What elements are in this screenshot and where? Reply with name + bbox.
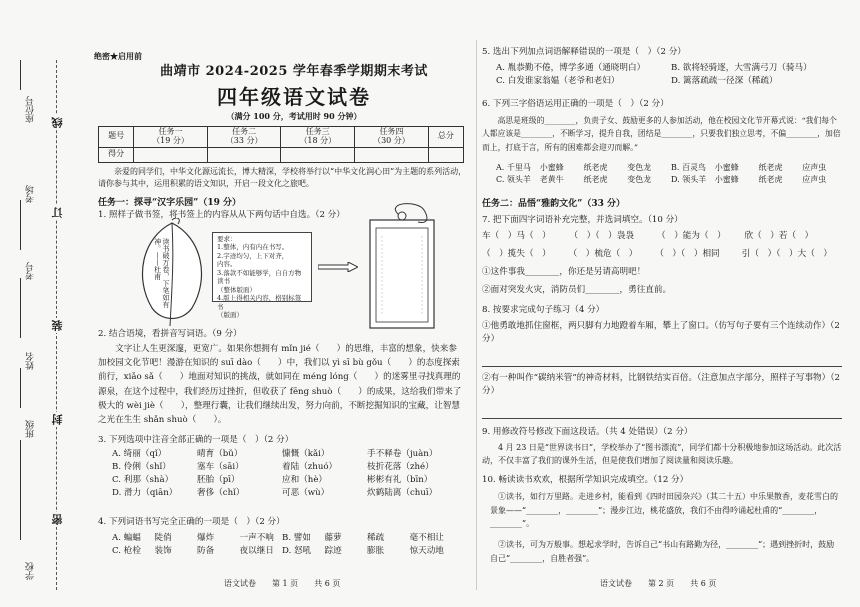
option-cell: 小蜜蜂 — [539, 163, 564, 172]
word-cell: （ ）能为（ ） — [657, 231, 726, 241]
score-table-header: 任务二 （33 分） — [207, 127, 281, 148]
option-cell: C. 枪栓 — [112, 545, 141, 556]
question-7-words — [482, 230, 832, 261]
score-cell[interactable] — [207, 147, 281, 162]
option-cell: 变色龙 — [627, 175, 652, 184]
option-cell: B. 欲将轻骑逐，大雪满弓刀（骑马） — [671, 63, 812, 73]
option-cell: C. 领头羊 — [496, 175, 531, 184]
score-cell[interactable] — [281, 147, 355, 162]
score-cell[interactable] — [134, 147, 208, 162]
option-cell: 小蜜蜂 — [714, 163, 739, 172]
option-cell: 彬彬有礼（bīn） — [367, 474, 433, 485]
question-10-item-2: ②读书，可为万般事。想起求学时，告诉自己“书山有路勤为径，________”；遇到挫折时，鼓励自己“________，自胜者强”。 — [490, 540, 835, 563]
card-line: 2.字迹均匀，上下对齐， — [217, 251, 289, 260]
score-table-header: 任务三 （18 分） — [281, 127, 355, 148]
option-cell: 夜以继日 — [239, 545, 274, 556]
option-cell: B. 譬如 — [282, 533, 311, 543]
option-row[interactable] — [496, 62, 846, 75]
option-cell: 慷慨（kǎi） — [282, 449, 330, 459]
option-cell: 惊天动地 — [409, 545, 444, 556]
page-1 — [94, 42, 472, 602]
option-row[interactable] — [112, 545, 452, 558]
option-cell: 枝折花落（zhé） — [367, 461, 434, 472]
option-row[interactable] — [496, 174, 846, 186]
answer-line[interactable] — [482, 418, 842, 419]
option-cell: 纸老虎 — [583, 163, 608, 172]
question-7-fill-1: ①这件事我________，你还是另请高明吧！ — [482, 267, 646, 277]
option-cell: D. 篱落疏疏一径深（稀疏） — [671, 75, 778, 86]
option-cell: 陡俏 — [154, 533, 172, 543]
exam-number-label: 考号 — [26, 262, 36, 280]
question-6-passage: 高思是班级的________，负责子女、鼓励更多的人参加活动，他在校园文化节开幕式说：“我们每个人都应该是________，不断学习，提升自我，团结是________，只要我们独立思考，不偏________，加倍而上，打底于言，所有的困难都会迎刃而解。” — [482, 116, 841, 152]
question-7-fill-2: ②面对突发火灾，消防员们________，勇往直前。 — [482, 285, 672, 295]
option-cell: 塞车（sāi） — [197, 461, 244, 472]
word-cell: 车（ ）马（ ） — [482, 231, 551, 241]
score-cell[interactable] — [355, 147, 429, 162]
word-cell: （ ）梳危（ ） — [568, 248, 638, 259]
option-row[interactable] — [112, 487, 452, 500]
exam-number-line[interactable] — [20, 278, 21, 338]
school-label: 学校 — [26, 562, 36, 580]
cut-mark-xian: 线 — [51, 117, 64, 128]
word-cell: （ ）揽失（ ） — [482, 248, 551, 259]
answer-line[interactable] — [482, 366, 842, 367]
option-cell: 纸老虎 — [583, 175, 608, 184]
score-note: （满分 100 分，考试用时 90 分钟） — [226, 111, 362, 121]
question-8-item-2: ②有一种叫作“碳纳米管”的神奇材料，比钢铁结实百倍。（注意加点字部分，照样子写事物）（2 分） — [482, 373, 840, 396]
question-2: 2. 结合语境，看拼音写词语。（9 分） — [98, 329, 242, 339]
option-cell: 应声虫 — [802, 175, 827, 184]
score-table-header: 总分 — [428, 127, 463, 148]
seat-number-label: 座位号 — [26, 96, 36, 123]
page-divider — [476, 40, 477, 590]
option-row[interactable] — [496, 75, 846, 88]
word-row[interactable] — [482, 230, 832, 243]
question-4: 4. 下列词语书写完全正确的一项是（ ）（2 分） — [98, 517, 285, 527]
option-row[interactable] — [112, 461, 452, 474]
cut-mark-mi: 密 — [51, 514, 64, 525]
card-line: 内容。 — [217, 260, 237, 269]
task1-heading: 任务一：探寻“汉字乐园”（19 分） — [98, 198, 242, 208]
leaf-bookmark-image — [132, 218, 212, 328]
card-line: 4.版上得相关内容，格别标签书 — [217, 294, 302, 311]
arrow-right-icon — [318, 262, 358, 272]
cut-mark-zhuang: 装 — [51, 320, 64, 331]
page-2 — [482, 42, 852, 602]
option-cell: A. 千里马 — [496, 163, 531, 172]
option-row[interactable] — [496, 162, 846, 174]
question-3-options — [112, 448, 452, 500]
option-cell: 爆炸 — [197, 533, 215, 543]
option-cell: 应声虫 — [802, 163, 827, 172]
option-row[interactable] — [112, 474, 452, 487]
cut-mark-feng: 封 — [51, 414, 64, 425]
option-cell: 装饰 — [154, 545, 172, 556]
option-cell: 藤萝 — [324, 533, 342, 543]
class-line[interactable] — [20, 440, 21, 540]
question-3: 3. 下列选项中注音全部正确的一项是（ ）（2 分） — [98, 435, 294, 445]
question-4-options — [112, 532, 452, 558]
question-5-options — [496, 62, 846, 88]
score-table-header: 任务四 （30 分） — [355, 127, 429, 148]
option-cell: 小蜜蜂 — [714, 175, 739, 184]
card-line: 要求： — [217, 235, 237, 243]
word-cell: 欣（ ）若（ ） — [744, 231, 814, 241]
question-8: 8. 按要求完成句子练习（4 分） — [482, 305, 605, 315]
option-cell: 可恶（wù） — [282, 487, 330, 498]
question-5: 5. 选出下列加点词语解释错误的一项是（ ）（2 分） — [482, 47, 686, 57]
cut-mark-ding: 订 — [51, 207, 64, 218]
score-row-label: 得分 — [99, 147, 134, 162]
option-cell: 毫不相让 — [409, 533, 444, 543]
exam-title: 曲靖市 2024-2025 学年春季学期期末考试 — [160, 64, 428, 79]
word-row[interactable] — [482, 248, 832, 261]
question-10-item-1: ①读书，如行万里路。走进乡村，能看到《四时田园杂兴》（其二十五）中乐果散香，麦花雪白的景象——“________，________”；漫步江边，桃花盛放，我们不由得吟诵起杜甫的“________，________”。 — [490, 492, 838, 529]
secret-mark: 绝密★启用前 — [94, 51, 142, 61]
score-table-header: 题号 — [99, 127, 134, 148]
option-cell: A. 蝙蝠 — [112, 533, 141, 543]
option-cell: B. 伶俐（shǐ） — [112, 461, 171, 472]
task2-heading: 任务二：品悟“雅韵文化”（33 分） — [482, 199, 626, 209]
page-footer: 语文试卷 第 1 页 共 6 页 — [224, 579, 341, 588]
question-6-options — [496, 162, 846, 186]
card-line: 3.落款不如能够学，自自方物读书 — [217, 268, 302, 286]
blank-bookmark-template[interactable] — [362, 202, 442, 332]
option-cell: D. 怒吼 — [282, 545, 312, 556]
question-9: 9. 用修改符号修改下面这段话。（共 4 处错误）（2 分） — [482, 427, 693, 437]
word-cell: （ ）（ ）袅袅 — [569, 231, 634, 241]
option-row[interactable] — [112, 532, 452, 545]
option-cell: A. 胤恭勤不倦，博学多通（通晓明白） — [496, 63, 646, 73]
option-cell: 膨胀 — [367, 545, 385, 556]
card-line: （整体版面） — [217, 285, 256, 294]
option-cell: 变色龙 — [627, 163, 652, 172]
option-cell: 炊鹤陆离（chuī） — [367, 487, 438, 498]
question-7: 7. 把下面四字词语补充完整，并选词填空。（10 分） — [482, 215, 683, 225]
leaf-bookmark-text: 读书破万卷，下笔如有神。——杜甫 — [153, 238, 170, 308]
score-cell[interactable] — [428, 147, 463, 162]
card-line: 1.整体，内有内在书写。 — [217, 243, 289, 252]
requirement-card — [212, 232, 312, 319]
score-table-header: 任务一 （19 分） — [134, 127, 208, 148]
question-9-passage: 4 月 23 日是“世界读书日”，学校举办了“图书漂流”，同学们都十分积极地参加这场活动。此次活动，不仅丰富了我们的课外生活，但是使我们增加了阅读量和阅读乐趣。 — [482, 443, 842, 465]
score-table — [98, 126, 464, 163]
option-cell: 胚胎（pī） — [197, 474, 240, 485]
name-line[interactable] — [20, 368, 21, 408]
seat-number-line[interactable] — [20, 60, 21, 90]
card-line: （版面） — [217, 310, 243, 319]
question-6: 6. 下列三字俗语运用正确的一项是（ ）（2 分） — [482, 99, 669, 109]
name-label: 姓名 — [26, 352, 36, 370]
class-label: 班级 — [26, 420, 36, 438]
question-8-item-1: ①他勇敢地抓住窗框，两只脚有力地蹬着车厢，攀上了窗口。（仿写句子要有三个连续动作）（2 分） — [482, 321, 840, 344]
option-cell: 手不释卷（juàn） — [367, 449, 438, 459]
option-cell: 纸老虎 — [758, 163, 783, 172]
option-cell: 应和（hè） — [282, 474, 327, 485]
option-cell: 奢侈（chǐ） — [197, 487, 245, 498]
binding-strip — [0, 0, 92, 607]
option-cell: 踪迹 — [324, 545, 342, 556]
option-cell: B. 百灵鸟 — [671, 163, 706, 172]
question-10: 10. 畅读读书欢欢，根据所学知识完成填空。（12 分） — [482, 475, 689, 485]
option-cell: 纸老虎 — [758, 175, 783, 184]
word-cell: 引（ ）（ ）大（ ） — [741, 248, 833, 259]
option-cell: C. 利那（shà） — [112, 474, 174, 485]
exam-room-line[interactable] — [20, 200, 21, 250]
option-cell: 一声不响 — [239, 533, 274, 543]
option-cell: 晴育（bǔ） — [197, 449, 243, 459]
intro-text: 亲爱的同学们，中华文化源远流长，博大精深，学校将举行以“中华文化润心田”为主题的系列活动，请你参与其中，运用积累的语文知识，开启一段文化之旅吧。 — [98, 167, 467, 188]
option-cell: 防备 — [197, 545, 215, 556]
option-cell: A. 绮丽（qǐ） — [112, 449, 167, 459]
option-cell: D. 领头羊 — [671, 175, 707, 184]
paper-title: 四年级语文试卷 — [217, 85, 371, 109]
option-cell: D. 滑力（qiān） — [112, 487, 178, 498]
option-cell: C. 白发谁家翁媪（老爷和老妇） — [496, 75, 620, 86]
option-row[interactable] — [112, 448, 452, 461]
exam-room-label: 考场 — [26, 185, 36, 203]
option-cell: 稀疏 — [367, 533, 385, 543]
option-cell: 着陆（zhuó） — [282, 461, 338, 472]
question-2-passage: 文字让人生更深邃，更宽广。如果你想拥有 mǐn jié（ ）的思维，丰富的想象，快来参加校园文化节吧！漫游在知识的 suī dào（ ）中，我们以 yì sī bù gǒu（ ）的态度探索前行，xiǎo sǎ（ ）地面对知识的挑战，就如同在 méng lóng（ ）的迷雾里寻找真理的源泉，在这个过程中，我们经历过挫折，但收获了 fēng shuò（ ）的成果，这给我们带来了极大的 wèi jiè（ ），整理行囊，让我们继续出发，努力向前，不断挖掘知识的宝藏，让智慧之光在生生 shǎn shuò（ ）。 — [98, 344, 462, 425]
option-cell: 老黄牛 — [539, 175, 564, 184]
page-footer: 语文试卷 第 2 页 共 6 页 — [600, 579, 717, 588]
word-cell: （ ）（ ）相同 — [655, 248, 720, 259]
question-1: 1. 照样子做书签，将书签上的内容从从下两句话中自选。（2 分） — [98, 210, 345, 220]
